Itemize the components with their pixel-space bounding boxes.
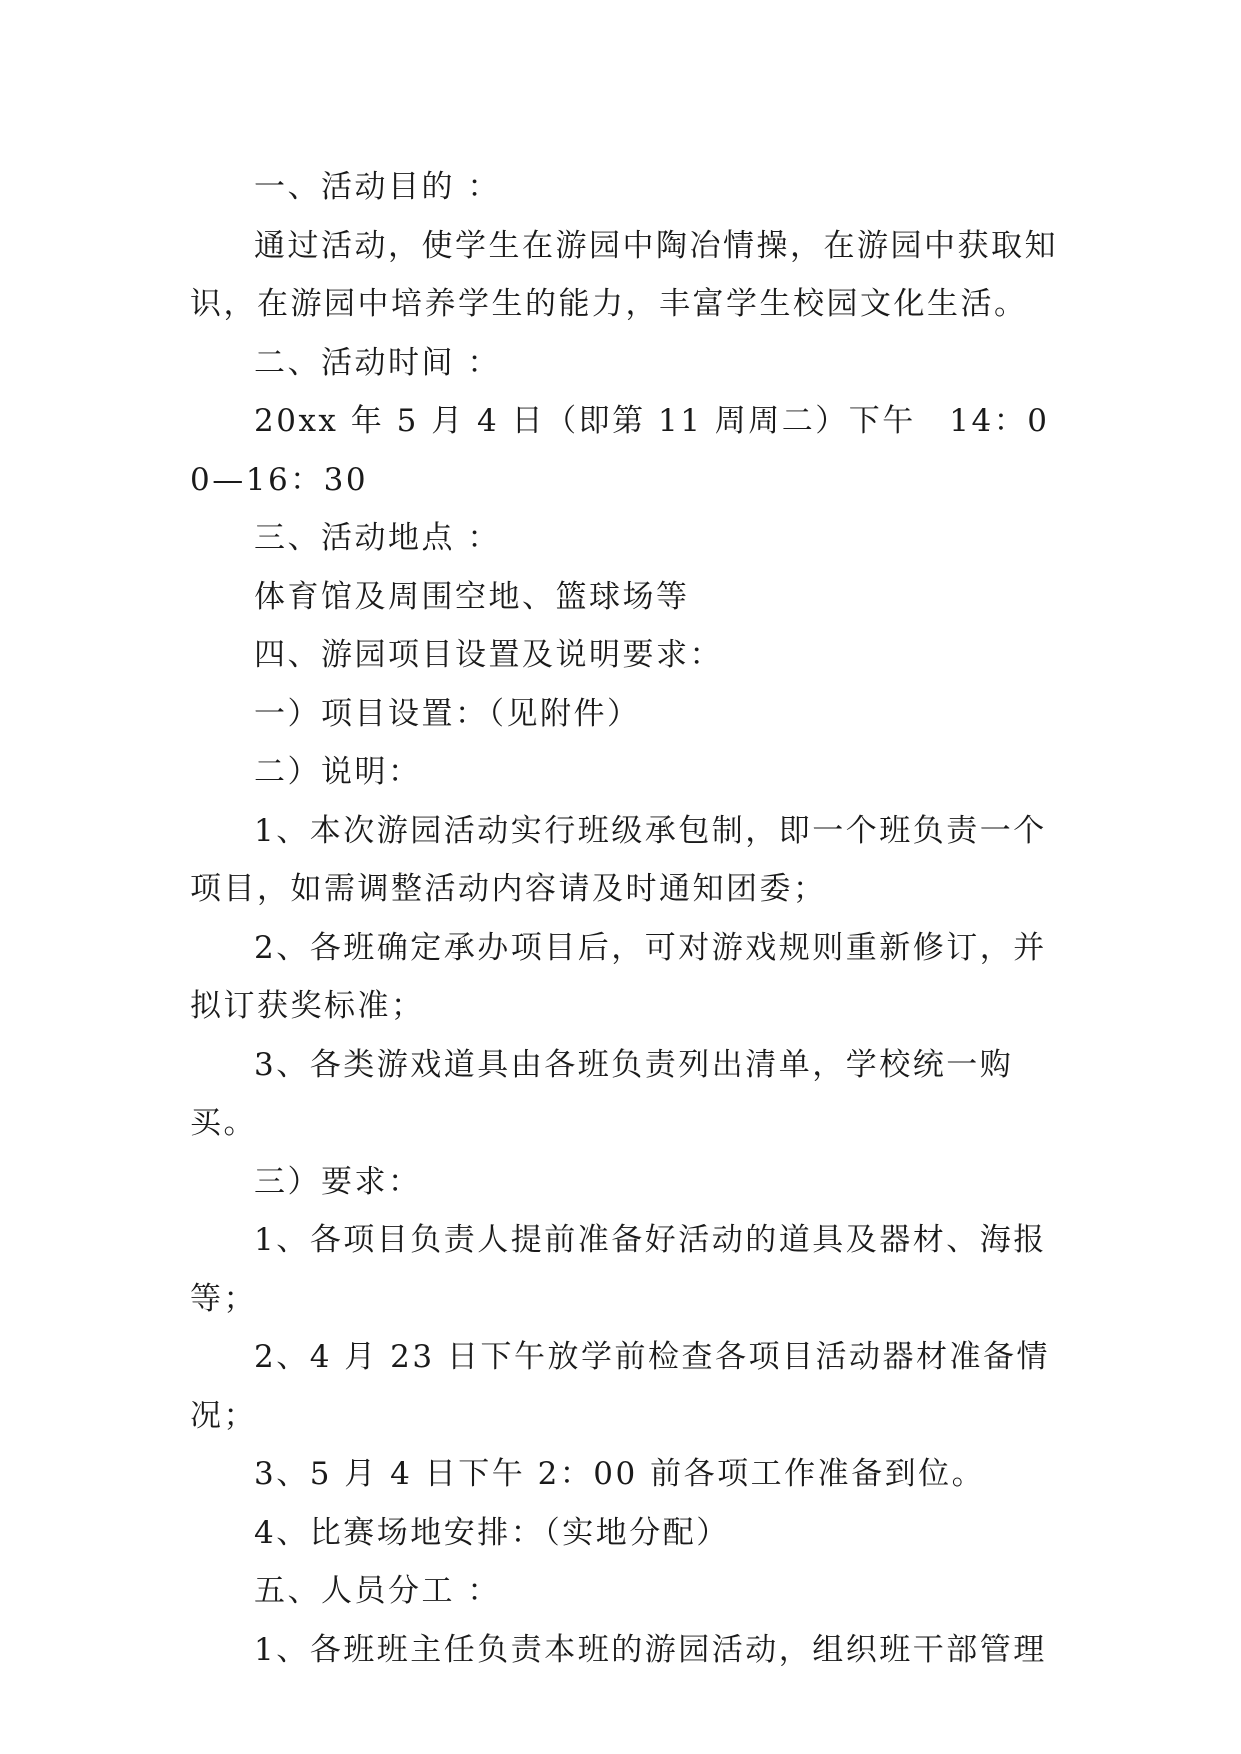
requirement-item-4: 4、比赛场地安排：（实地分配） [254, 1514, 730, 1551]
paragraph-location: 体育馆及周围空地、篮球场等 [254, 578, 690, 615]
section-heading-staffing: 五、人员分工 ： [254, 1573, 501, 1609]
section-heading-location: 三、活动地点 ： [254, 520, 501, 556]
document-body [190, 158, 1070, 1679]
note-item-2: 2、各班确定承办项目后，可对游戏规则重新修订，并拟订获奖标准； [190, 929, 1047, 1024]
paragraph-time: 20xx 年 5 月 4 日（即第 11 周周二）下午 14：00—16：30 [190, 403, 1050, 498]
paragraph-purpose: 通过活动，使学生在游园中陶冶情操，在游园中获取知识，在游园中培养学生的能力，丰富学生校园文化生活。 [190, 227, 1058, 322]
requirement-item-2: 2、4 月 23 日下午放学前检查各项目活动器材准备情况； [190, 1339, 1050, 1434]
subheading-project-setup: 一）项目设置：（见附件） [254, 695, 641, 732]
subheading-notes: 二）说明： [254, 754, 422, 790]
section-heading-projects: 四、游园项目设置及说明要求： [254, 637, 723, 673]
staffing-item-1: 1、各班班主任负责本班的游园活动，组织班干部管理 [254, 1631, 1047, 1668]
section-heading-purpose: 一、活动目的 ： [254, 169, 501, 205]
note-item-1: 1、本次游园活动实行班级承包制，即一个班负责一个项目，如需调整活动内容请及时通知团委； [190, 812, 1047, 907]
requirement-item-1: 1、各项目负责人提前准备好活动的道具及器材、海报等； [190, 1222, 1047, 1317]
requirement-item-3: 3、5 月 4 日下午 2：00 前各项工作准备到位。 [254, 1456, 986, 1492]
subheading-requirements: 三）要求： [254, 1163, 422, 1200]
note-item-3: 3、各类游戏道具由各班负责列出清单，学校统一购买。 [190, 1046, 1014, 1141]
section-heading-time: 二、活动时间 ： [254, 344, 501, 381]
